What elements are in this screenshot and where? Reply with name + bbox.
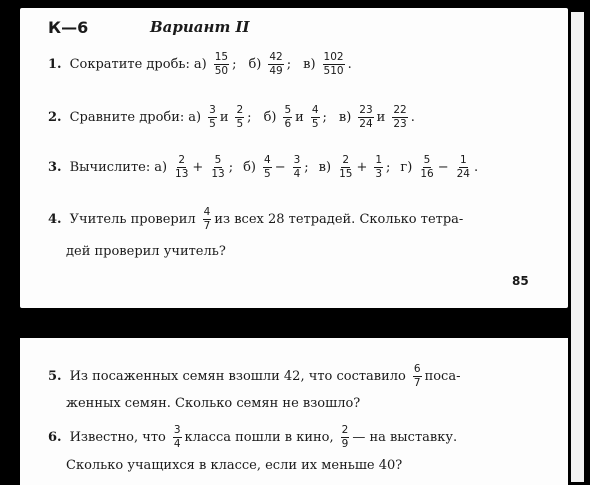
task-2: 2. Сравните дроби: а) $\frac{3}{5}$ и $\frac{2}{5}$ ; б) $\frac{5}{6}$ и $\frac{4}{5}$ ; в) $\frac{23}{24}$ и $\frac{22}{23}$ .	[48, 104, 415, 131]
item-label: б)	[248, 57, 262, 73]
fraction: $\frac{23}{24}$	[359, 104, 373, 131]
fraction: $\frac{3}{4}$	[293, 154, 301, 181]
fraction: $\frac{2}{5}$	[236, 104, 244, 131]
item-label: в)	[318, 160, 332, 176]
task-4	[48, 207, 467, 232]
item-label: б)	[263, 110, 277, 126]
item-label: а)	[193, 57, 207, 73]
fraction: $\frac{1}{24}$	[456, 154, 470, 181]
fraction: $\frac{4}{5}$	[264, 154, 271, 181]
fraction: $\frac{4}{5}$	[311, 104, 319, 131]
task-number: 3.	[48, 160, 62, 176]
fraction: $\frac{5}{13}$	[211, 154, 225, 181]
fraction: $\frac{2}{13}$	[175, 154, 189, 181]
task-text: поса-	[424, 369, 461, 385]
task-3: 3. Вычислите: а) $\frac{2}{13}$ + $\frac{5}{13}$ ; б) $\frac{4}{5}$ − $\frac{3}{4}$ ; в) $\frac{2}{15}$ + $\frac{1}{3}$ ; г) $\frac{5}{16}$ − $\frac{1}{24}$ .	[48, 154, 479, 181]
task-number: 5.	[48, 369, 62, 385]
item-label: б)	[243, 160, 256, 176]
task-6	[48, 425, 461, 450]
fraction: $\frac{102}{510}$	[323, 51, 344, 78]
fraction: $\frac{5}{6}$	[284, 104, 292, 131]
fraction: $\frac{6}{7}$	[413, 363, 421, 390]
item-label: а)	[188, 110, 202, 126]
fraction: $\frac{5}{16}$	[420, 154, 434, 181]
task-4-line-2: дей проверил учитель?	[66, 244, 226, 259]
fraction: $\frac{1}{3}$	[375, 154, 383, 181]
item-label: в)	[338, 110, 352, 126]
task-number: 4.	[48, 212, 62, 228]
page-number: 85	[512, 274, 529, 288]
task-text: класса пошли в кино,	[184, 430, 334, 446]
fraction: $\frac{3}{4}$	[173, 424, 181, 451]
fraction: $\frac{22}{23}$	[393, 104, 407, 131]
fraction: $\frac{42}{49}$	[269, 51, 283, 78]
task-text: Вычислите:	[69, 160, 151, 176]
fraction: $\frac{2}{15}$	[339, 154, 353, 181]
task-text: Из посаженных семян взошли 42, что составило	[69, 369, 406, 385]
fraction: $\frac{2}{9}$	[341, 424, 349, 451]
task-number: 2.	[48, 110, 62, 126]
task-5-line-2: женных семян. Сколько семян не взошло?	[66, 396, 361, 411]
page-edge-right	[571, 12, 584, 482]
task-number: 1.	[48, 57, 62, 73]
task-text: — на выставку.	[352, 430, 458, 446]
fraction: $\frac{15}{50}$	[214, 51, 229, 78]
page-gap	[0, 308, 590, 338]
item-label: в)	[303, 57, 316, 73]
variant-title: Вариант II	[150, 18, 250, 36]
task-number: 6.	[48, 430, 62, 446]
fraction: $\frac{4}{7}$	[203, 206, 211, 233]
item-label: а)	[154, 160, 168, 176]
task-1: 1. Сократите дробь: а) $\frac{15}{50}$ ; б) $\frac{42}{49}$ ; в) $\frac{102}{510}$ .	[48, 51, 352, 78]
task-text: Учитель проверил	[69, 212, 196, 228]
task-text: Известно, что	[69, 430, 166, 446]
task-6-line-2: Сколько учащихся в классе, если их меньше 40?	[66, 458, 403, 473]
task-text: из всех 28 тетрадей. Сколько тетра-	[214, 212, 464, 228]
task-5	[48, 364, 464, 389]
task-text: Сократите дробь:	[69, 57, 190, 73]
test-code: К—6	[48, 18, 89, 37]
item-label: г)	[400, 160, 413, 176]
fraction: $\frac{3}{5}$	[209, 104, 216, 131]
task-text: Сравните дроби:	[69, 110, 185, 126]
